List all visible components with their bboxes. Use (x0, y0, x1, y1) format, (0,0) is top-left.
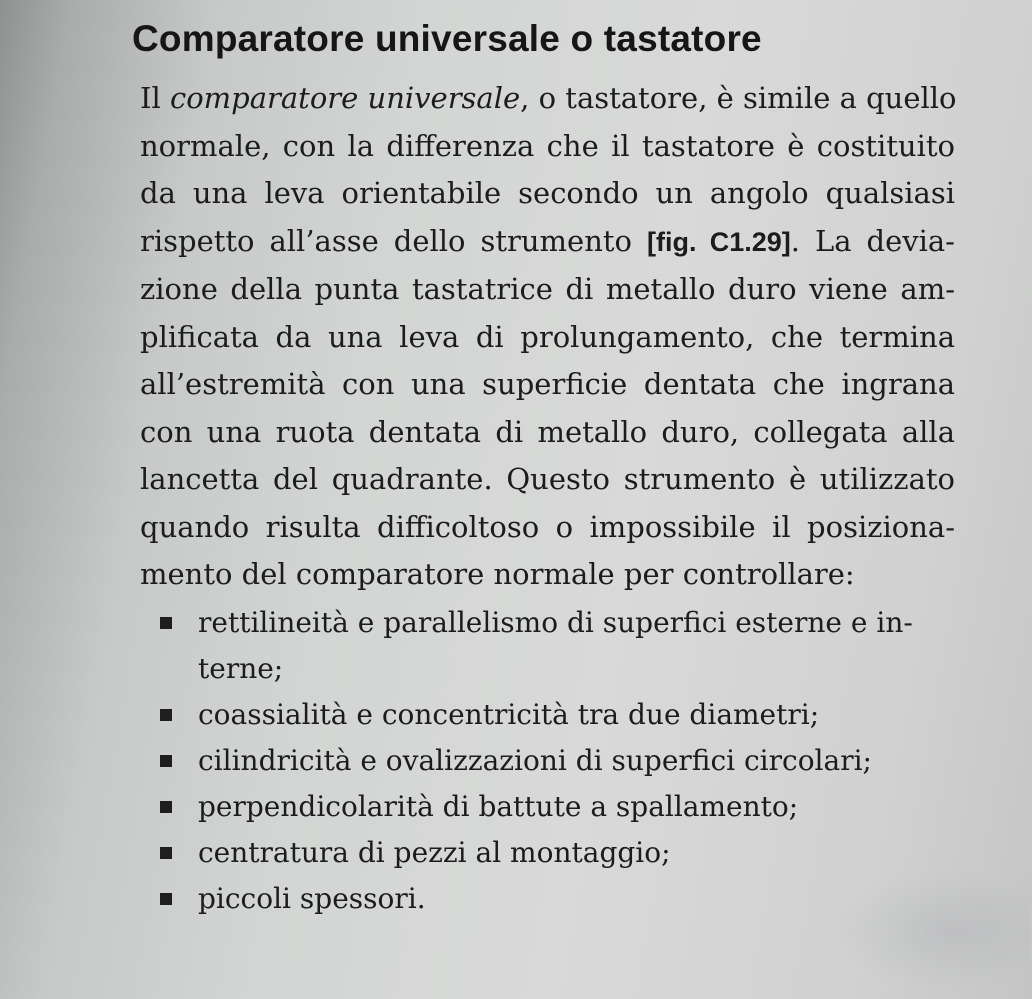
list-item (160, 784, 960, 830)
square-bullet-icon (160, 709, 172, 721)
paragraph-line: zione della punta tastatrice di metallo duro viene am- (140, 272, 955, 306)
paragraph-line: all’estremità con una superficie dentata che ingrana (140, 367, 955, 401)
list-item-text: piccoli spessori. (198, 882, 426, 915)
square-bullet-icon (160, 801, 172, 813)
paragraph-line: mento del comparatore normale per controllare: (140, 557, 855, 591)
list-item-text: cilindricità e ovalizzazioni di superfici circolari; (198, 744, 872, 777)
paragraph-line: lancetta del quadrante. Questo strumento è utilizzato (140, 462, 955, 496)
paragraph-line: plificata da una leva di prolungamento, che termina (140, 319, 955, 354)
list-item-text: coassialità e concentricità tra due diametri; (198, 698, 820, 731)
text-run: Il (140, 81, 170, 115)
square-bullet-icon (160, 893, 172, 905)
text-run: rispetto all’asse dello strumento (140, 223, 647, 258)
list-item-text: terne; (198, 652, 284, 685)
paragraph-line (140, 75, 955, 123)
italic-term: comparatore universale (169, 81, 521, 115)
list-item-text: centratura di pezzi al montaggio; (198, 836, 671, 869)
square-bullet-icon (160, 847, 172, 859)
square-bullet-icon (160, 755, 172, 767)
list-item (160, 692, 960, 738)
paragraph-line: quando risulta difficoltoso o impossibile il posiziona- (140, 509, 955, 544)
body-paragraph (140, 75, 955, 599)
paragraph-line: normale, con la differenza che il tastatore è costituito (140, 128, 955, 163)
list-item-text: perpendicolarità di battute a spallamento; (198, 790, 799, 823)
list-item (160, 600, 960, 692)
section-heading: Comparatore universale o tastatore (132, 18, 762, 59)
show-through-shadow (830, 870, 1030, 990)
text-run: . La devia- (790, 223, 955, 258)
figure-reference: [fig. C1.29] (646, 226, 791, 257)
list-item-text: rettilineità e parallelismo di superfici esterne e in- (198, 606, 913, 639)
paragraph-line (140, 218, 955, 267)
paragraph-line: da una leva orientabile secondo un angolo qualsiasi (140, 176, 955, 210)
paragraph-line: con una ruota dentata di metallo duro, collegata alla (140, 414, 955, 449)
square-bullet-icon (160, 617, 172, 629)
text-run: , o tastatore, è simile a quello (520, 81, 957, 115)
list-item (160, 738, 960, 784)
